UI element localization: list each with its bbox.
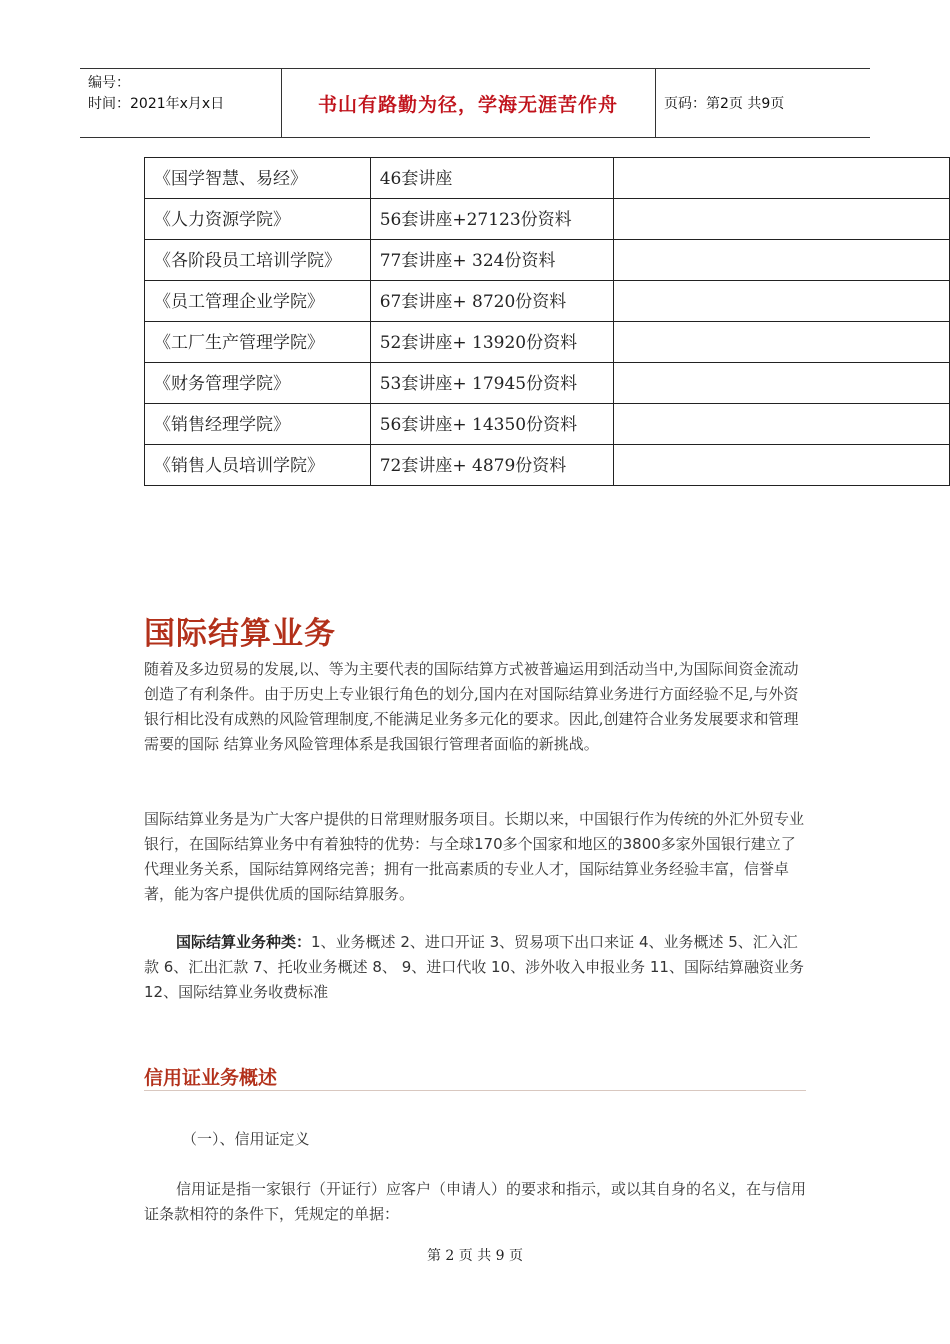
- course-row: [145, 445, 950, 486]
- course-name-cell: 《销售经理学院》: [145, 404, 371, 445]
- course-content-cell: 77套讲座+ 324份资料: [370, 240, 614, 281]
- course-name-cell: 《人力资源学院》: [145, 199, 371, 240]
- course-extra-cell: [614, 199, 950, 240]
- header-motto: 书山有路勤为径，学海无涯苦作舟: [317, 93, 618, 116]
- service-paragraph: 国际结算业务是为广大客户提供的日常理财服务项目。长期以来，中国银行作为传统的外汇外贸专业银行，在国际结算业务中有着独特的优势：与全球170多个国家和地区的3800多家外国银行建立了代理业务关系，国际结算网络完善；拥有一批高素质的专业人才，国际结算业务经验丰富，信誉卓著，能为客户提供优质的国际结算服务。: [144, 810, 805, 903]
- course-name-cell: 《销售人员培训学院》: [145, 445, 371, 486]
- business-kinds-paragraph: [144, 930, 808, 1005]
- header-page-info: 页码：第2页 共9页: [664, 96, 785, 112]
- document-number-label: 编号：: [88, 75, 130, 91]
- definition-paragraph: 信用证是指一家银行（开证行）应客户（申请人）的要求和指示，或以其自身的名义，在与信用证条款相符的条件下，凭规定的单据：: [144, 1180, 807, 1223]
- course-row: [145, 199, 950, 240]
- course-row: [145, 240, 950, 281]
- course-content-cell: 56套讲座+ 14350份资料: [370, 404, 614, 445]
- document-time: 时间：2021年x月x日: [88, 96, 225, 112]
- business-kinds-label: 国际结算业务种类：: [176, 933, 312, 951]
- course-content-cell: 53套讲座+ 17945份资料: [370, 363, 614, 404]
- header-divider: [655, 69, 656, 137]
- header-meta: [88, 73, 224, 115]
- course-extra-cell: [614, 322, 950, 363]
- intro-paragraph: 随着及多边贸易的发展,以、等为主要代表的国际结算方式被普遍运用到活动当中,为国际间资金流动创造了有利条件。由于历史上专业银行角色的划分,国内在对国际结算业务进行方面经验不足,与外资银行相比没有成熟的风险管理制度,不能满足业务多元化的要求。因此,创建符合业务发展要求和管理需要的国际 结算业务风险管理体系是我国银行管理者面临的新挑战。: [144, 660, 799, 753]
- definition-heading: （一）、信用证定义: [182, 1130, 310, 1148]
- course-extra-cell: [614, 281, 950, 322]
- course-extra-cell: [614, 445, 950, 486]
- course-extra-cell: [614, 363, 950, 404]
- course-extra-cell: [614, 240, 950, 281]
- course-name-cell: 《工厂生产管理学院》: [145, 322, 371, 363]
- course-name-cell: 《各阶段员工培训学院》: [145, 240, 371, 281]
- course-extra-cell: [614, 158, 950, 199]
- course-row: [145, 404, 950, 445]
- course-name-cell: 《员工管理企业学院》: [145, 281, 371, 322]
- course-row: [145, 281, 950, 322]
- subsection-title: 信用证业务概述: [144, 1067, 278, 1089]
- section-title: 国际结算业务: [144, 616, 336, 652]
- course-content-cell: 56套讲座+27123份资料: [370, 199, 614, 240]
- subsection-rule: [144, 1090, 806, 1091]
- course-row: [145, 158, 950, 199]
- business-kinds-list: 1、业务概述 2、进口开证 3、贸易项下出口来证 4、业务概述 5、汇入汇款 6、汇出汇款 7、托收业务概述 8、 9、进口代收 10、涉外收入申报业务 11、国际结算融资业务 12、国际结算业务收费标准: [144, 933, 804, 1001]
- course-content-cell: 52套讲座+ 13920份资料: [370, 322, 614, 363]
- course-extra-cell: [614, 404, 950, 445]
- course-content-cell: 46套讲座: [370, 158, 614, 199]
- page-header: [80, 68, 870, 138]
- course-row: [145, 322, 950, 363]
- course-name-cell: 《国学智慧、易经》: [145, 158, 371, 199]
- course-content-cell: 72套讲座+ 4879份资料: [370, 445, 614, 486]
- course-row: [145, 363, 950, 404]
- course-table: [144, 157, 950, 486]
- course-content-cell: 67套讲座+ 8720份资料: [370, 281, 614, 322]
- course-table-body: [145, 158, 950, 486]
- page-footer: 第 2 页 共 9 页: [426, 1248, 524, 1264]
- course-name-cell: 《财务管理学院》: [145, 363, 371, 404]
